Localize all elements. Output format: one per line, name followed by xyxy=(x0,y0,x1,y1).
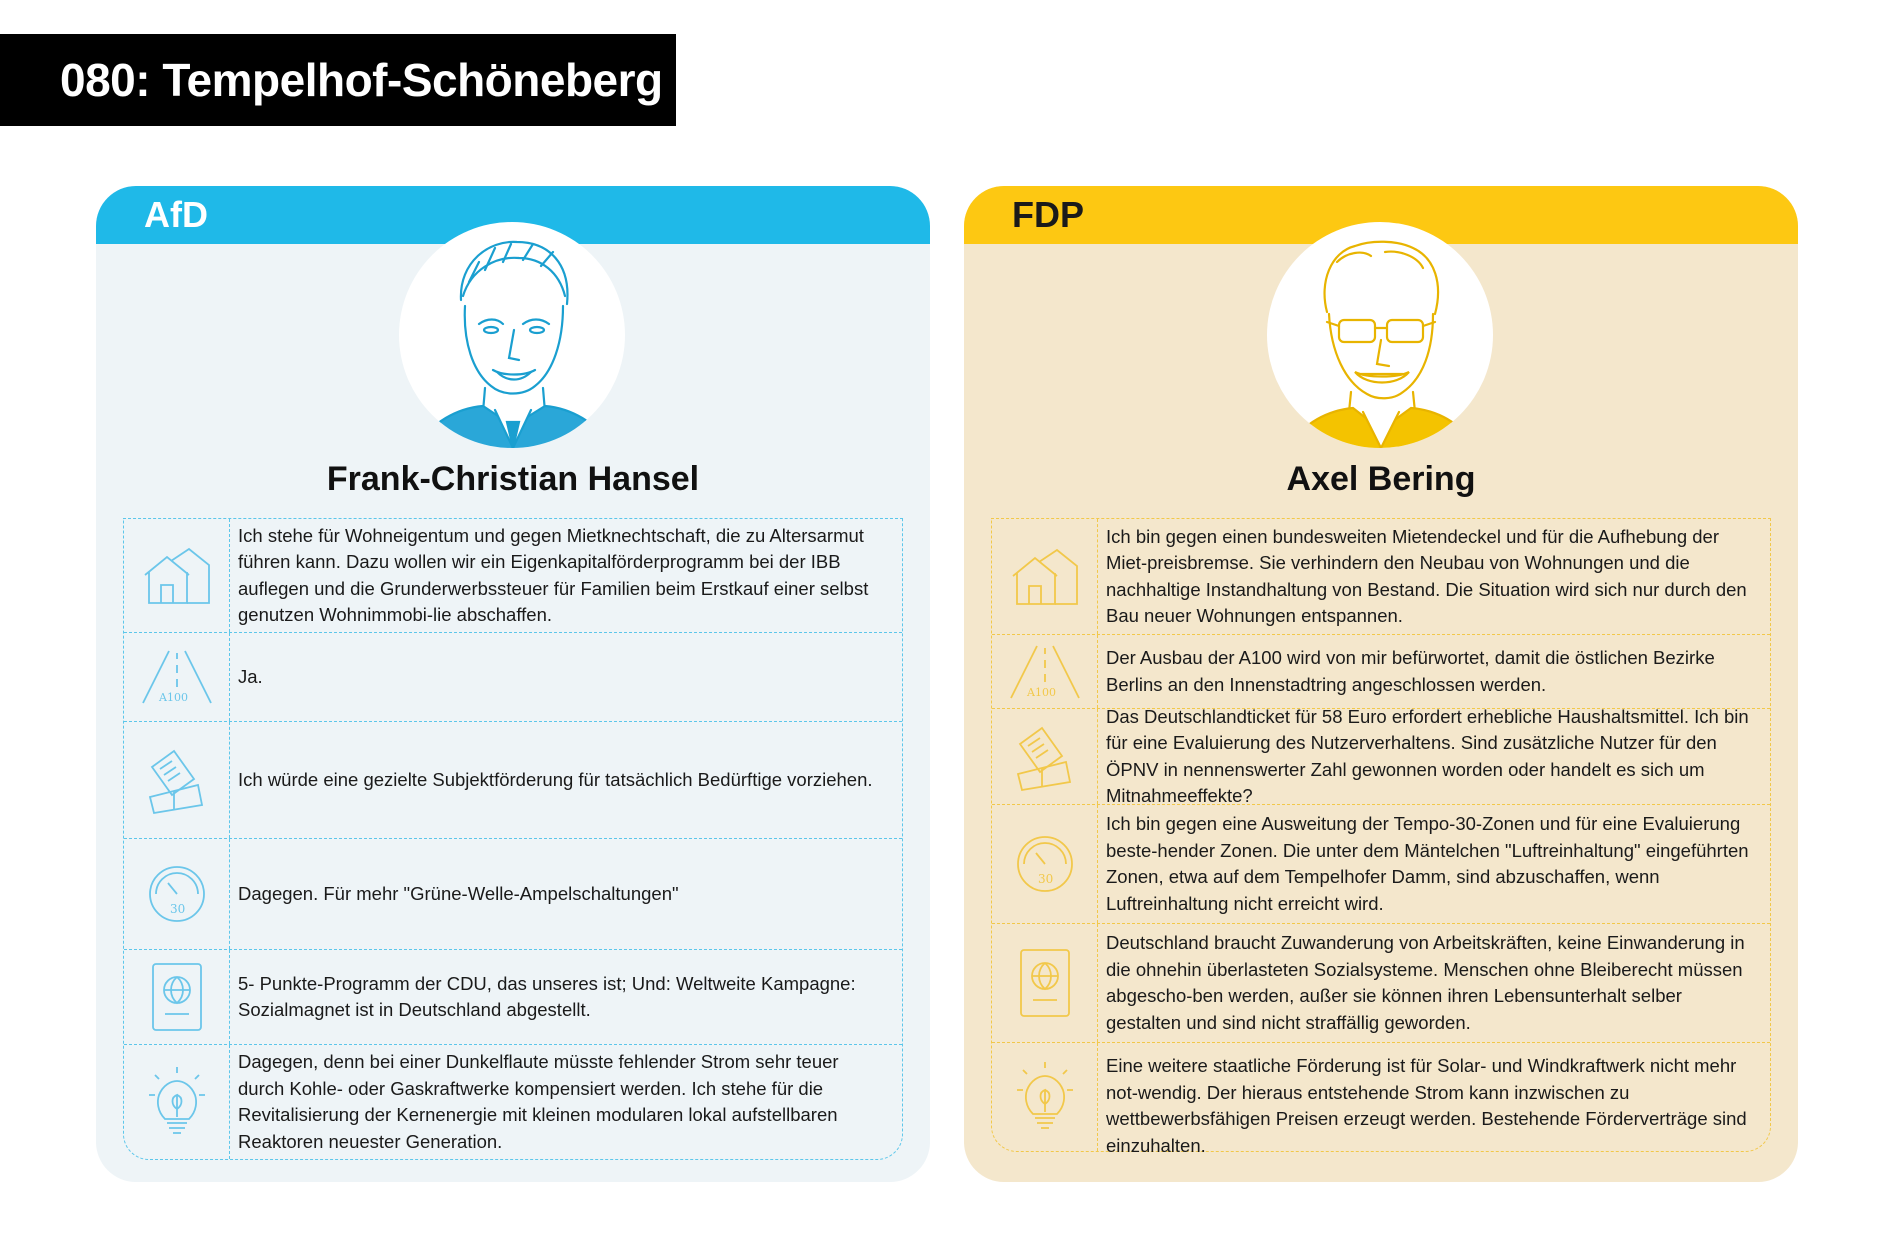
answer-row-housing xyxy=(992,519,1770,634)
candidate-portrait xyxy=(399,222,625,448)
lightbulb-icon xyxy=(992,1043,1098,1151)
title-bar xyxy=(0,34,676,126)
speedometer-icon xyxy=(992,805,1098,923)
answer-row-a100 xyxy=(124,632,902,721)
ticket-icon xyxy=(992,709,1098,804)
candidate-name: Axel Bering xyxy=(1286,460,1476,498)
answer-text: Das Deutschlandticket für 58 Euro erfordert erhebliche Haushaltsmittel. Ich bin für eine Evaluierung des Nutzerverhaltens. Sind zusätzliche Nutzer für den ÖPNV in nennenswerter Zahl gewonnen worden oder handelt es sich um Mitnahmeeffekte? xyxy=(1106,705,1749,806)
answer-row-a100 xyxy=(992,634,1770,708)
answer-text: Dagegen, denn bei einer Dunkelflaute müsste fehlender Strom sehr teuer durch Kohle- oder Gaskraftwerke kompensiert werden. Ich stehe für die Revitalisierung der Kernenergie mit kleinen modularen lokal aufstellbaren Reaktoren neuester Generation. xyxy=(238,1051,839,1152)
answer-text: Dagegen. Für mehr "Grüne-Welle-Ampelschaltungen" xyxy=(238,882,679,904)
candidate-portrait xyxy=(1267,222,1493,448)
answer-row-energy xyxy=(124,1044,902,1159)
svg-text:30: 30 xyxy=(169,902,185,916)
svg-text:30: 30 xyxy=(1037,872,1053,886)
answer-row-tempo30 xyxy=(124,838,902,949)
answer-text: Ja. xyxy=(238,665,263,687)
highway-icon xyxy=(124,633,230,721)
candidate-card-afd xyxy=(96,186,930,1182)
answer-row-housing xyxy=(124,519,902,632)
speedometer-icon xyxy=(124,839,230,949)
lightbulb-icon xyxy=(124,1045,230,1159)
answer-row-tempo30 xyxy=(992,804,1770,923)
answer-text: Ich würde eine gezielte Subjektförderung für tatsächlich Bedürftige vorziehen. xyxy=(238,768,873,790)
passport-icon xyxy=(124,950,230,1044)
answer-row-energy xyxy=(992,1042,1770,1156)
ticket-icon xyxy=(124,722,230,838)
svg-text:A100: A100 xyxy=(158,691,188,704)
answer-text: Ich bin gegen eine Ausweitung der Tempo-30-Zonen und für eine Evaluierung beste-hender Zonen. Die unter dem Mäntelchen "Luftreinhaltung" eingeführten Zonen, etwa auf dem Tempelhofer Damm, sind abzuschaffen, wenn Luftreinhaltung nicht erreicht wird. xyxy=(1106,813,1749,914)
answer-text: Der Ausbau der A100 wird von mir befürwortet, damit die östlichen Bezirke Berlins an den Innenstadtring angeschlossen werden. xyxy=(1106,647,1715,695)
house-icon xyxy=(992,519,1098,634)
highway-icon xyxy=(992,635,1098,708)
answer-text: 5- Punkte-Programm der CDU, das unseres ist; Und: Weltweite Kampagne: Sozialmagnet ist in Deutschland abgestellt. xyxy=(238,972,856,1020)
answer-text: Ich bin gegen einen bundesweiten Mietendeckel und für die Aufhebung der Miet-preisbremse. Sie verhindern den Neubau von Wohnungen und die nachhaltige Instandhaltung von Bestand. Die Situation wird sich nur durch den Bau neuer Wohnungen entspannen. xyxy=(1106,525,1747,626)
passport-icon xyxy=(992,924,1098,1042)
house-icon xyxy=(124,519,230,632)
answer-list xyxy=(123,518,903,1160)
answer-row-ticket xyxy=(124,721,902,838)
party-label: AfD xyxy=(144,194,208,235)
party-label: FDP xyxy=(1012,194,1084,235)
answer-row-migration xyxy=(124,949,902,1044)
answer-list xyxy=(991,518,1771,1156)
svg-text:A100: A100 xyxy=(1026,685,1056,699)
answer-text: Deutschland braucht Zuwanderung von Arbeitskräften, keine Einwanderung in die ohnehin überlasteten Sozialsysteme. Menschen ohne Bleiberecht müssen abgescho-ben werden, außer sie können ihren Lebensunterhalt selber gestalten und sind nicht straffällig geworden. xyxy=(1106,932,1745,1033)
candidate-card-fdp xyxy=(964,186,1798,1182)
page-title: 080: Tempelhof-Schöneberg xyxy=(60,54,663,106)
answer-text: Ich stehe für Wohneigentum und gegen Mietknechtschaft, die zu Altersarmut führen kann. Dazu wollen wir ein Eigenkapitalförderprogramm bei der IBB auflegen und die Grunderwerbssteuer für Familien beim Erstkauf einer selbst genutzen Wohnimmobi-lie abschaffen. xyxy=(238,524,869,625)
candidate-name: Frank-Christian Hansel xyxy=(326,460,700,498)
answer-text: Eine weitere staatliche Förderung ist für Solar- und Windkraftwerk nicht mehr not-wendig. Der hieraus entstehende Strom kann inzwischen zu wettbewerbsfähigen Preisen erzeugt werden. Bestehende Förderverträge sind einzuhalten. xyxy=(1106,1055,1747,1156)
answer-row-migration xyxy=(992,923,1770,1042)
answer-row-ticket xyxy=(992,705,1770,806)
